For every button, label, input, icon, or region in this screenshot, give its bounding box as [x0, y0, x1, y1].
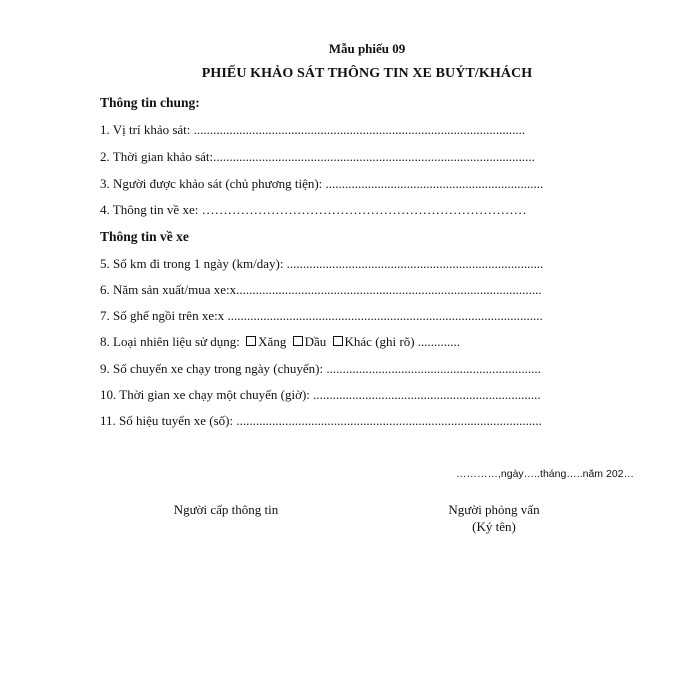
general-info-heading: Thông tin chung:: [100, 95, 200, 110]
interviewer-sign-note: (Ký tên): [472, 519, 516, 534]
field-survey-time: 2. Thời gian khảo sát:...................................................................................................: [100, 149, 535, 164]
interviewer-label: Người phỏng vấn: [448, 502, 540, 517]
field-trip-duration: 10. Thời gian xe chạy một chuyến (giờ): ......................................................................: [100, 387, 541, 402]
fuel-diesel-checkbox[interactable]: [293, 336, 303, 346]
field-trips-per-day: 9. Số chuyến xe chạy trong ngày (chuyến): ..................................................................: [100, 361, 541, 376]
provider-signature-block: [126, 501, 326, 518]
fuel-other-checkbox[interactable]: [333, 336, 343, 346]
date-line: …………,ngày…..tháng…..năm 202…: [456, 468, 634, 480]
fuel-type-label: 8. Loại nhiên liệu sử dụng:: [100, 334, 240, 349]
provider-label: Người cấp thông tin: [173, 502, 279, 517]
form-code: Mẫu phiếu 09: [328, 41, 406, 56]
field-respondent: 3. Người được khảo sát (chủ phương tiện): ...................................................................: [100, 176, 544, 191]
interviewer-signature-block: [394, 501, 594, 535]
field-fuel-type: [100, 334, 460, 350]
fuel-petrol-checkbox[interactable]: [246, 336, 256, 346]
field-seat-count: 7. Số ghế ngồi trên xe:x .................................................................................................: [100, 308, 543, 323]
fuel-petrol-label: Xăng: [258, 334, 287, 349]
vehicle-info-heading: Thông tin về xe: [100, 229, 189, 244]
field-km-per-day: 5. Số km đi trong 1 ngày (km/day): ...............................................................................: [100, 256, 544, 271]
field-vehicle-info: 4. Thông tin về xe: …………………………………………………………………: [100, 202, 527, 217]
form-title: PHIẾU KHẢO SÁT THÔNG TIN XE BUÝT/KHÁCH: [201, 66, 533, 81]
field-survey-location: 1. Vị trí khảo sát: ......................................................................................................: [100, 122, 526, 137]
fuel-diesel-label: Dầu: [304, 334, 327, 349]
field-route-number: 11. Số hiệu tuyến xe (số): ..............................................................................................: [100, 413, 542, 428]
fuel-other-label: Khác (ghi rõ) .............: [344, 334, 461, 349]
field-manufacture-year: 6. Năm sản xuất/mua xe:x..............................................................................................: [100, 282, 542, 297]
